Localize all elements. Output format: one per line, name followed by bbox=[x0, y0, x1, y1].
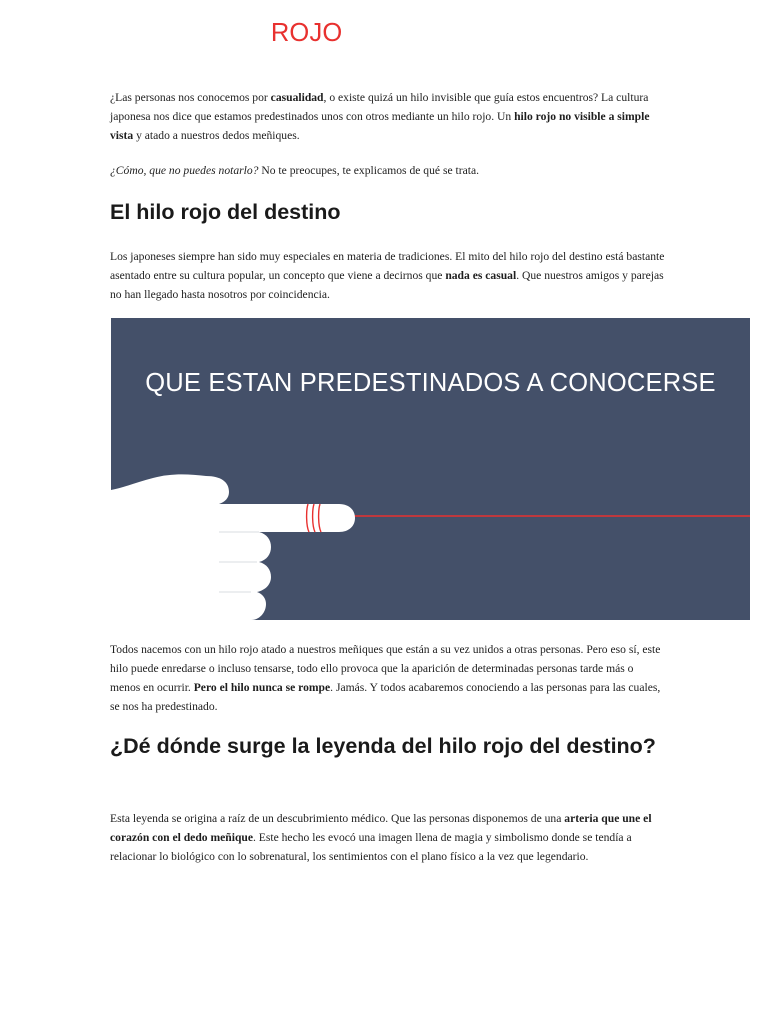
text-run: y atado a nuestros dedos meñiques. bbox=[133, 129, 300, 142]
text-run: Todos nacemos con un hilo rojo atado a nuestros meñiques que están a su vez unidos a otras personas. Pero eso sí, este hilo puede enredarse o incluso tensarse, todo ello provoca que la aparición de determinadas personas tarde más o menos en ocurrir. bbox=[110, 643, 661, 694]
text-run: . Jamás. Y todos acabaremos conociendo a las personas para las cuales, se nos ha predestinado. bbox=[110, 681, 661, 713]
intro-paragraph bbox=[110, 88, 665, 145]
text-run: . Que nuestros amigos y parejas no han llegado hasta nosotros por coincidencia. bbox=[110, 269, 664, 301]
section-heading-origen-leyenda: ¿Dé dónde surge la leyenda del hilo rojo del destino? bbox=[110, 734, 656, 758]
text-run: Esta leyenda se origina a raíz de un descubrimiento médico. Que las personas disponemos de una bbox=[110, 812, 565, 825]
section1-continuation-paragraph bbox=[110, 640, 665, 716]
text-run: Los japoneses siempre han sido muy especiales en materia de tradiciones. El mito del hilo rojo del destino está bastante asentado entre su cultura popular, un concepto que viene a decirnos que bbox=[110, 250, 665, 282]
hand-with-red-thread-illustration bbox=[111, 318, 750, 620]
text-run: No te preocupes, te explicamos de qué se trata. bbox=[258, 164, 479, 177]
section1-paragraph bbox=[110, 247, 665, 304]
bold-emphasis: casualidad bbox=[270, 91, 324, 104]
bold-emphasis: nada es casual bbox=[445, 269, 517, 282]
banner-headline-line2: QUE ESTAN PREDESTINADOS A CONOCERSE bbox=[145, 369, 716, 397]
bold-emphasis: hilo rojo no visible a simple vista bbox=[110, 110, 650, 142]
text-run: . Este hecho les evocó una imagen llena de magia y simbolismo donde se tendía a relacionar lo biológico con lo sobrenatural, los sentimientos con el plano físico a la vez que legendario. bbox=[110, 831, 632, 863]
text-run: ¿Las personas nos conocemos por bbox=[110, 91, 271, 104]
text-run: , o existe quizá un hilo invisible que guía estos encuentros? La cultura japonesa nos dice que estamos predestinados unos con otros mediante un hilo rojo. Un bbox=[110, 91, 649, 123]
section-heading-hilo-rojo: El hilo rojo del destino bbox=[110, 200, 341, 224]
banner-highlight-word: ROJO bbox=[270, 19, 343, 47]
bold-emphasis: Pero el hilo nunca se rompe bbox=[193, 681, 331, 694]
section2-paragraph bbox=[110, 809, 665, 866]
banner-headline-line1: UN HILO ROJO QUE CONECTA A AQUELLOS bbox=[158, 19, 703, 47]
intro-question-paragraph bbox=[110, 161, 665, 180]
bold-emphasis: arteria que une el corazón con el dedo meñique bbox=[110, 812, 652, 844]
italic-emphasis: ¿Cómo, que no puedes notarlo? bbox=[110, 164, 259, 177]
hand-shape bbox=[111, 474, 355, 620]
